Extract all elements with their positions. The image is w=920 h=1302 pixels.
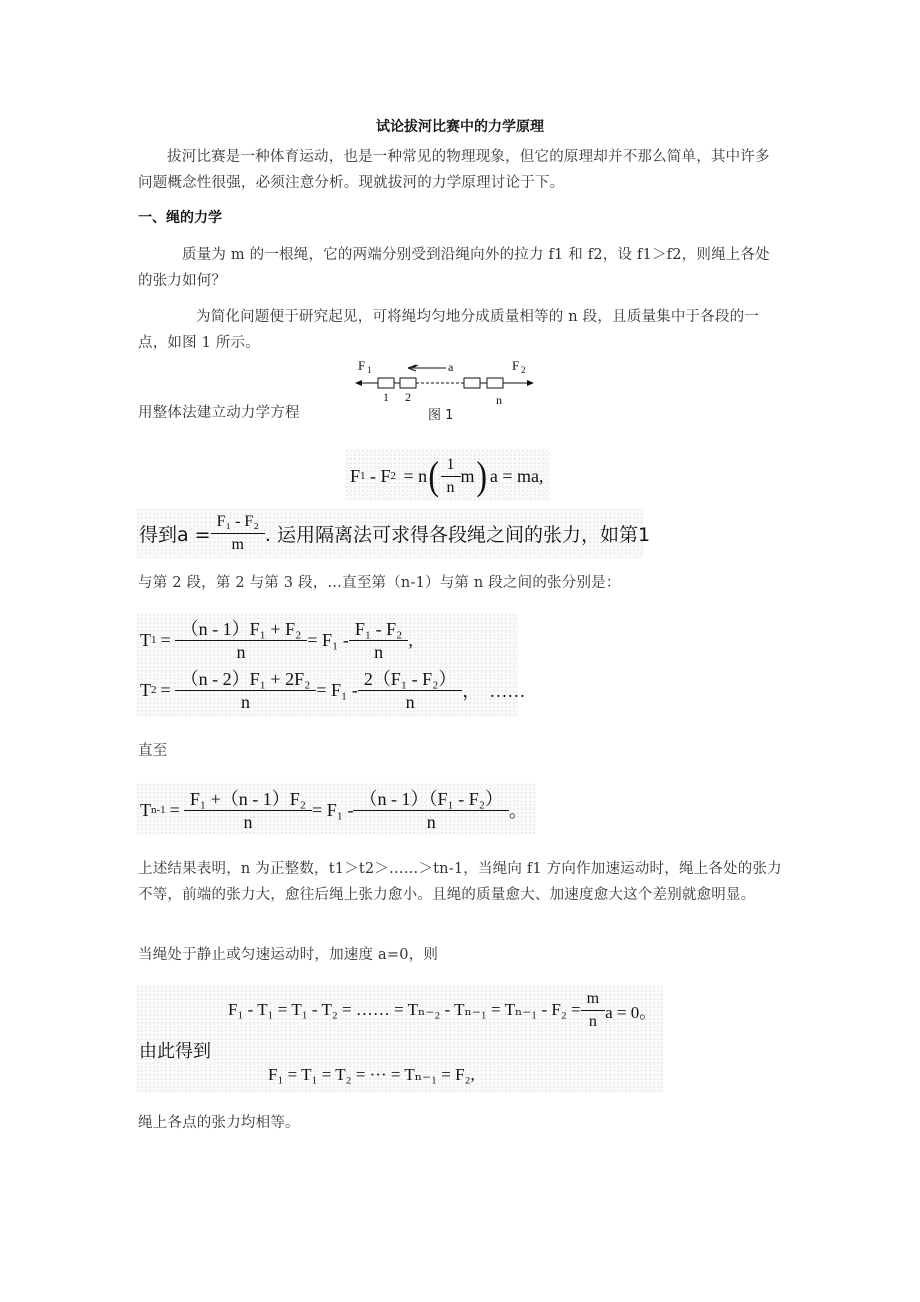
numerator: （n - 2）F₁ + 2F₂: [180, 668, 311, 689]
denominator: n: [441, 476, 461, 498]
denominator: n: [184, 810, 312, 832]
fraction: [178, 669, 314, 712]
eq-term: a = ma,: [489, 465, 544, 486]
until-text: 直至: [138, 743, 168, 759]
intro-paragraph: 拔河比赛是一种体育运动，也是一种常见的物理现象，但它的原理却并不那么简单，其中许多问题概念性很强，必须注意分析。现就拔河的力学原理讨论于下。: [138, 149, 770, 191]
eq-term: 。: [509, 801, 528, 821]
eq-term: F: [380, 465, 391, 486]
equation-tensions-t1-t2: [136, 613, 526, 717]
denominator: n: [175, 640, 308, 662]
denominator: n: [358, 690, 463, 712]
section-heading: 一、绳的力学: [138, 210, 222, 226]
equation-newton-whole: [345, 449, 550, 501]
fraction: [361, 669, 460, 712]
eq-chain: F₁ - T₁ = T₁ - T₂ = …… = Tₙ₋₂ - Tₙ₋₁ = Tₙ₋₁ - F₂ =: [228, 1000, 581, 1019]
eq-term: = F₁ -: [307, 629, 349, 650]
eq-term: = F₁ -: [312, 799, 354, 820]
right-paren: ): [475, 453, 487, 498]
numerator: m: [586, 989, 600, 1007]
svg-text:1: 1: [383, 390, 389, 404]
fraction: [444, 455, 458, 498]
between-segments-text: 与第 2 段，第 2 与第 3 段，…直至第（n-1）与第 n 段之间的张分别是：: [138, 575, 621, 591]
eq-op: = n: [399, 465, 428, 486]
method-text: 用整体法建立动力学方程: [138, 405, 300, 421]
denominator: n: [175, 690, 317, 712]
eq-term: ， ……: [462, 681, 526, 701]
conclusion-paragraph: 上述结果表明，n 为正整数，t1＞t2＞……＞tn-1，当绳向 f1 方向作加速运动时，绳上各处的张力不等，前端的张力大，愈往后绳上张力愈小。且绳的质量愈大、加速度愈大这个差别就愈明显。: [138, 861, 782, 903]
eq-sub: 1: [360, 470, 366, 482]
eq-chain: F₁ = T₁ = T₂ = ··· = Tₙ₋₁ = F₂,: [268, 1065, 475, 1084]
equation-tension-tn-1: [136, 783, 536, 835]
rope-segments-diagram: [350, 356, 540, 406]
static-case-text: 当绳处于静止或匀速运动时，加速度 a=0，则: [138, 947, 439, 963]
figure-1-caption: 图 1: [428, 408, 454, 423]
fraction: [178, 619, 305, 662]
eq-sub: 2: [151, 684, 157, 696]
eq-term: m: [460, 465, 475, 486]
eq-suffix: . 运用隔离法可求得各段绳之间的张力，如第1: [264, 523, 651, 546]
eq-term: T: [140, 679, 151, 700]
simplify-paragraph: 为简化问题便于研究起见，可将绳均匀地分成质量相等的 n 段，且质量集中于各段的一点，如图 1 所示。: [138, 309, 760, 351]
fraction: [187, 789, 309, 832]
eq-sub: 1: [151, 634, 157, 646]
document-title: 试论拔河比赛中的力学原理: [376, 119, 544, 135]
equals: =: [160, 679, 171, 700]
denominator: n: [353, 810, 509, 832]
numerator: （n - 1）F₁ + F₂: [180, 618, 302, 639]
eq-term: T: [140, 629, 151, 650]
fraction: [584, 989, 602, 1032]
left-paren: (: [428, 453, 440, 498]
eq-prefix: 得到a =: [139, 523, 211, 546]
fraction: [214, 512, 262, 555]
numerator: F₁ - F₂: [354, 618, 403, 639]
numerator: F₁ - F₂: [216, 512, 259, 530]
denominator: n: [581, 1010, 605, 1032]
eq-term: T: [140, 799, 151, 820]
eq-op: -: [365, 465, 381, 486]
eq-sub: n-1: [151, 804, 166, 816]
eq-sub: 2: [390, 470, 397, 482]
therefore-text: 由此得到: [139, 1041, 211, 1062]
fraction: [356, 789, 506, 832]
svg-text:n: n: [496, 393, 502, 406]
numerator: F₁ +（n - 1）F₂: [189, 788, 307, 809]
svg-text:F: F: [512, 358, 520, 373]
svg-text:2: 2: [405, 390, 411, 404]
numerator: 1: [446, 455, 455, 473]
svg-text:1: 1: [367, 365, 372, 375]
equation-acceleration: [136, 508, 651, 558]
equals: =: [160, 629, 171, 650]
svg-text:2: 2: [521, 365, 526, 375]
eq-term: ,: [408, 629, 413, 650]
equation-static-equilibrium: [136, 985, 663, 1093]
question-paragraph: 质量为 m 的一根绳，它的两端分别受到沿绳向外的拉力 f1 和 f2，设 f1＞f2，则绳上各处的张力如何？: [138, 247, 770, 289]
equals: =: [169, 799, 180, 820]
eq-term: a = 0。: [605, 1002, 657, 1022]
numerator: （n - 1）（F₁ - F₂）: [359, 788, 504, 809]
fraction: [352, 619, 406, 662]
eq-term: F: [350, 465, 361, 486]
numerator: 2（F₁ - F₂）: [363, 668, 457, 689]
denominator: m: [211, 533, 265, 555]
denominator: n: [349, 640, 409, 662]
final-statement: 绳上各点的张力均相等。: [138, 1115, 300, 1131]
svg-text:a: a: [448, 360, 454, 374]
svg-text:F: F: [358, 358, 366, 373]
eq-term: = F₁ -: [316, 679, 358, 700]
